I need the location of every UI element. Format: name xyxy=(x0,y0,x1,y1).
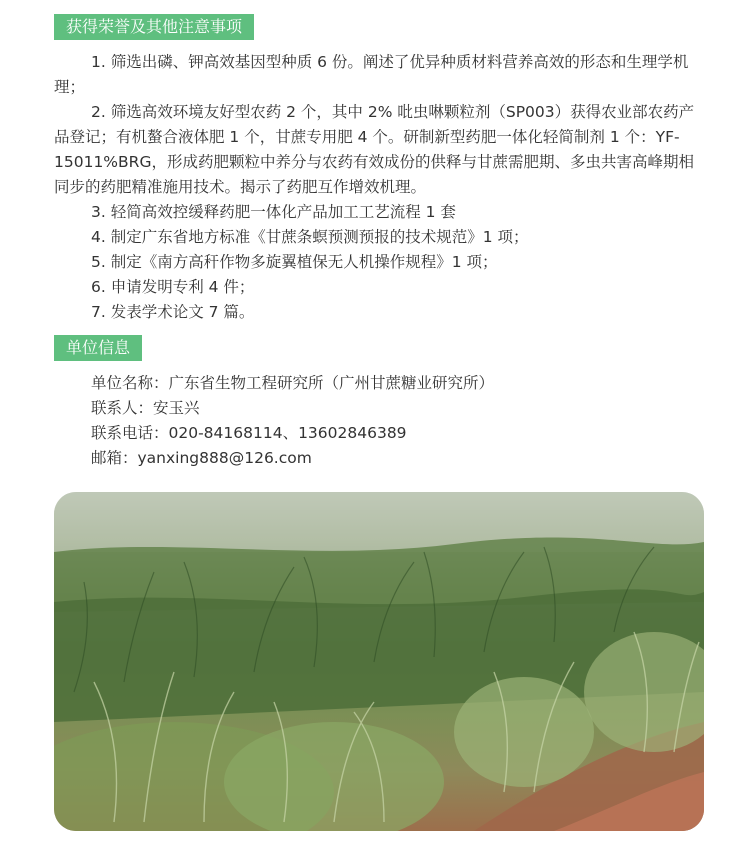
honors-item-4: 4. 制定广东省地方标准《甘蔗条螟预测预报的技术规范》1 项； xyxy=(91,228,529,246)
honors-item-1: 1. 筛选出磷、钾高效基因型种质 6 份。阐述了优异种质材料营养高效的形态和生理学机理； xyxy=(54,53,689,96)
unit-contact: 联系人：安玉兴 xyxy=(91,399,200,417)
section-title-honors: 获得荣誉及其他注意事项 xyxy=(54,14,254,40)
unit-phone: 联系电话：020-84168114、13602846389 xyxy=(91,424,407,442)
honors-item-3: 3. 轻简高效控缓释药肥一体化产品加工工艺流程 1 套 xyxy=(91,203,456,221)
honors-item-7: 7. 发表学术论文 7 篇。 xyxy=(91,303,255,321)
sugarcane-field-illustration xyxy=(54,492,704,831)
sugarcane-field-photo xyxy=(54,492,704,831)
honors-list xyxy=(54,50,706,325)
honors-item-5: 5. 制定《南方高秆作物多旋翼植保无人机操作规程》1 项； xyxy=(91,253,498,271)
section-title-unit: 单位信息 xyxy=(54,335,142,361)
honors-item-2: 2. 筛选高效环境友好型农药 2 个，其中 2% 吡虫啉颗粒剂（SP003）获得农业部农药产品登记；有机螯合液体肥 1 个，甘蔗专用肥 4 个。研制新型药肥一体化轻简制剂 1 个：YF-15011%BRG，形成药肥颗粒中养分与农药有效成份的供释与甘蔗需肥期、多虫共害高峰期相同步的药肥精准施用技术。揭示了药肥互作增效机理。 xyxy=(54,103,695,196)
honors-item-6: 6. 申请发明专利 4 件； xyxy=(91,278,255,296)
unit-name: 单位名称：广东省生物工程研究所（广州甘蔗糖业研究所） xyxy=(91,374,495,392)
unit-info xyxy=(91,371,494,471)
unit-email: 邮箱：yanxing888@126.com xyxy=(91,449,312,467)
